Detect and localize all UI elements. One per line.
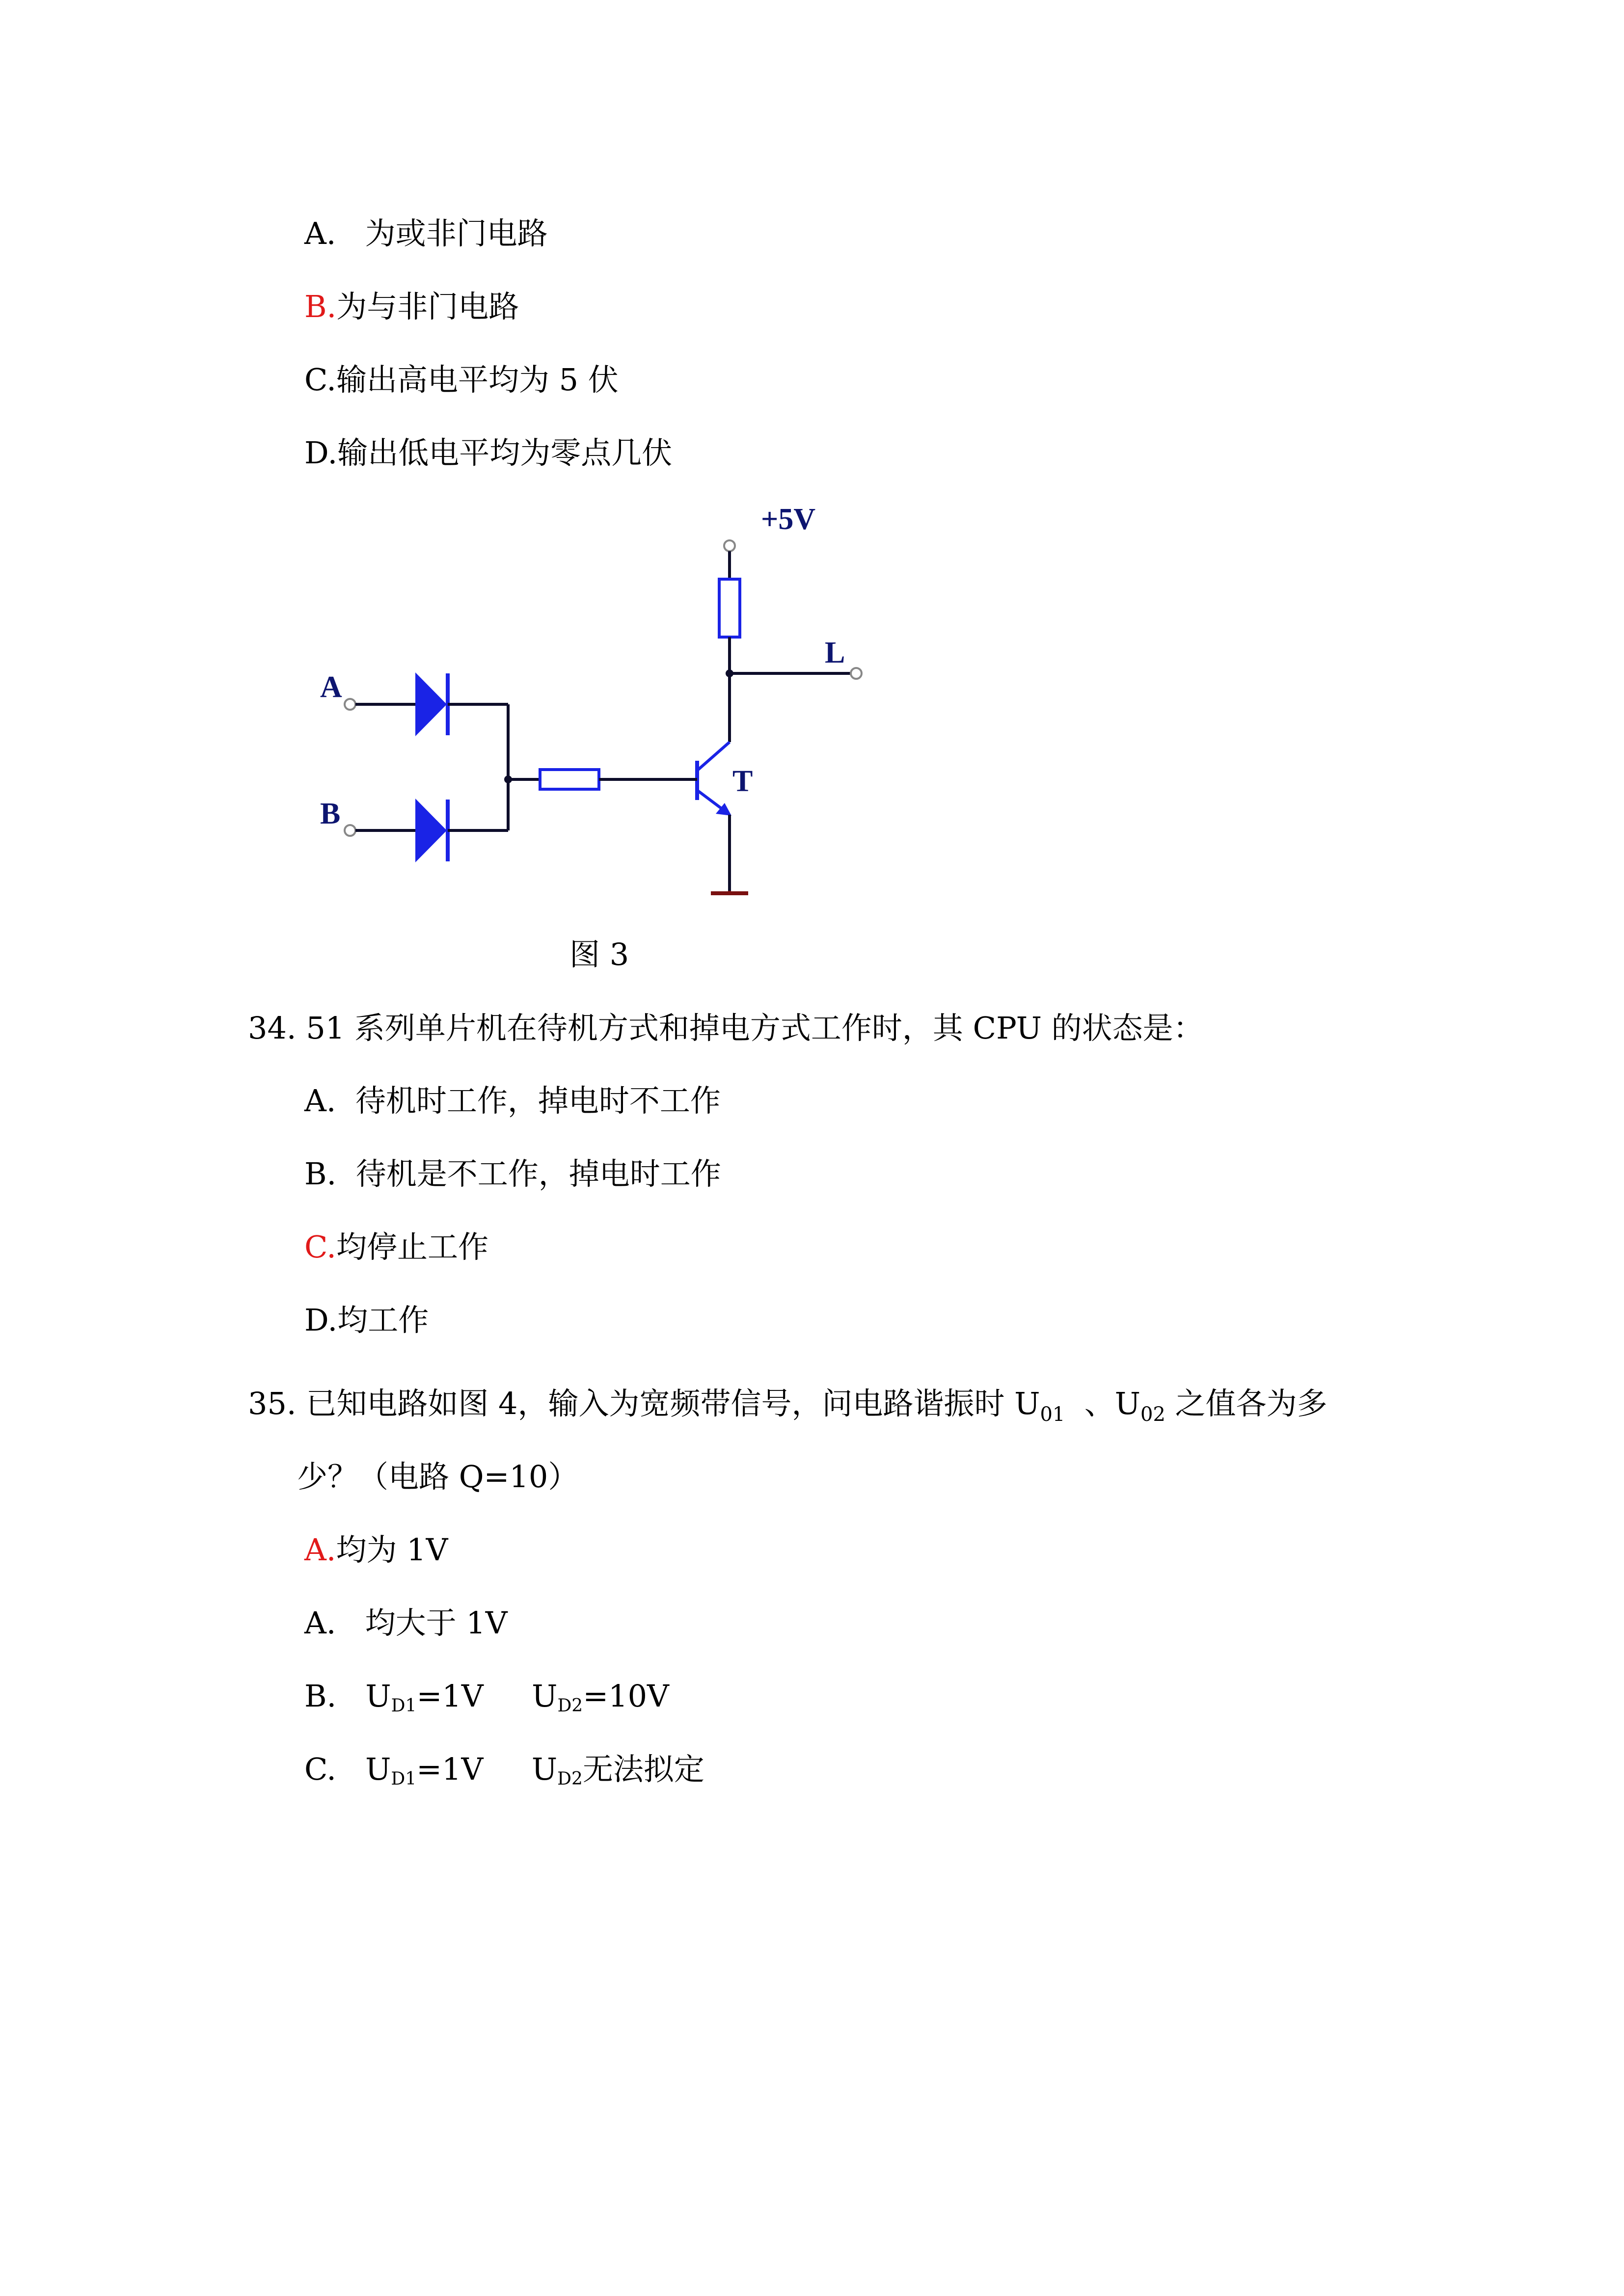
q34-option-a bbox=[304, 1081, 721, 1121]
option-letter: C. bbox=[304, 1751, 336, 1787]
output-label: L bbox=[825, 636, 845, 669]
u2: U bbox=[531, 1751, 558, 1787]
base-resistor bbox=[540, 770, 599, 789]
option-letter: D. bbox=[304, 435, 338, 471]
value1: =1V bbox=[416, 1751, 484, 1787]
option-text: 均大于 1V bbox=[365, 1605, 508, 1641]
option-letter: C. bbox=[304, 362, 336, 398]
input-b-terminal bbox=[345, 825, 355, 836]
figure-3-circuit-diagram bbox=[304, 501, 893, 933]
subscript-d1: D1 bbox=[391, 1696, 417, 1716]
option-text: 均工作 bbox=[337, 1302, 429, 1338]
q34-option-b bbox=[304, 1154, 721, 1194]
q33-option-d bbox=[304, 433, 672, 473]
subscript-01: 01 bbox=[1040, 1403, 1065, 1426]
subscript-d2: D2 bbox=[557, 1696, 583, 1716]
option-letter-answer: A. bbox=[304, 1532, 336, 1568]
question-text: 51 系列单片机在待机方式和掉电方式工作时，其 CPU 的状态是： bbox=[306, 1010, 1204, 1046]
input-b-label: B bbox=[320, 797, 341, 830]
option-text: 待机是不工作，掉电时工作 bbox=[355, 1156, 721, 1192]
u2: U bbox=[532, 1678, 558, 1714]
q33-option-b bbox=[304, 287, 519, 326]
option-letter: B. bbox=[304, 1156, 337, 1192]
u1: U bbox=[365, 1678, 391, 1714]
question-text-part1: 已知电路如图 4，输入为宽频带信号，问电路谐振时 U bbox=[306, 1386, 1040, 1421]
input-a-terminal bbox=[345, 699, 355, 710]
vcc-terminal bbox=[724, 540, 735, 551]
question-text-part3: 之值各为多 bbox=[1165, 1386, 1327, 1421]
transistor-collector-leg bbox=[697, 742, 730, 771]
option-letter: B. bbox=[304, 1678, 337, 1714]
option-letter-answer: C. bbox=[304, 1229, 336, 1265]
value1: =1V bbox=[416, 1678, 484, 1714]
question-text-part2: 、U bbox=[1065, 1386, 1141, 1421]
option-text: 均为 1V bbox=[336, 1532, 448, 1568]
q35-option-c bbox=[304, 1750, 704, 1799]
transistor-label: T bbox=[732, 765, 753, 798]
q35-option-b bbox=[304, 1677, 669, 1726]
q34-option-d bbox=[304, 1301, 429, 1340]
option-text: 为或非门电路 bbox=[365, 215, 548, 251]
q34-stem bbox=[248, 1009, 1204, 1048]
subscript-d2: D2 bbox=[557, 1769, 583, 1789]
option-letter: A. bbox=[304, 215, 336, 251]
subscript-02: 02 bbox=[1140, 1403, 1165, 1426]
transistor-emitter-leg bbox=[697, 790, 725, 811]
option-letter: A. bbox=[304, 1083, 336, 1119]
option-text: 待机时工作，掉电时不工作 bbox=[355, 1083, 721, 1119]
question-number: 34. bbox=[248, 1010, 297, 1046]
diode-b-icon bbox=[415, 799, 447, 862]
vcc-label: +5V bbox=[761, 503, 816, 536]
option-text: 输出高电平均为 5 伏 bbox=[336, 362, 619, 398]
base-junction bbox=[504, 775, 512, 783]
value2: 无法拟定 bbox=[582, 1751, 704, 1787]
u1: U bbox=[365, 1751, 391, 1787]
option-letter: D. bbox=[304, 1302, 338, 1338]
option-text: 为与非门电路 bbox=[336, 289, 519, 324]
option-text: 输出低电平均为零点几伏 bbox=[337, 435, 673, 471]
subscript-d1: D1 bbox=[391, 1769, 417, 1789]
option-letter-answer: B. bbox=[304, 289, 337, 324]
output-terminal bbox=[851, 668, 862, 679]
q33-option-c bbox=[304, 360, 619, 400]
q35-stem-line2: 少？（电路 Q=10） bbox=[297, 1459, 579, 1495]
q33-option-a bbox=[304, 214, 548, 253]
option-letter: A. bbox=[304, 1605, 336, 1641]
q35-stem bbox=[248, 1384, 1327, 1434]
collector-resistor bbox=[719, 579, 740, 637]
option-text: 均停止工作 bbox=[336, 1229, 488, 1265]
question-number: 35. bbox=[248, 1386, 297, 1421]
q35-option-a-answer bbox=[304, 1530, 448, 1570]
q34-option-c bbox=[304, 1228, 488, 1267]
figure-3-caption: 图 3 bbox=[569, 936, 629, 972]
value2: =10V bbox=[583, 1678, 669, 1714]
diode-a-icon bbox=[415, 672, 447, 736]
q35-option-a bbox=[304, 1603, 508, 1643]
input-a-label: A bbox=[320, 670, 342, 704]
